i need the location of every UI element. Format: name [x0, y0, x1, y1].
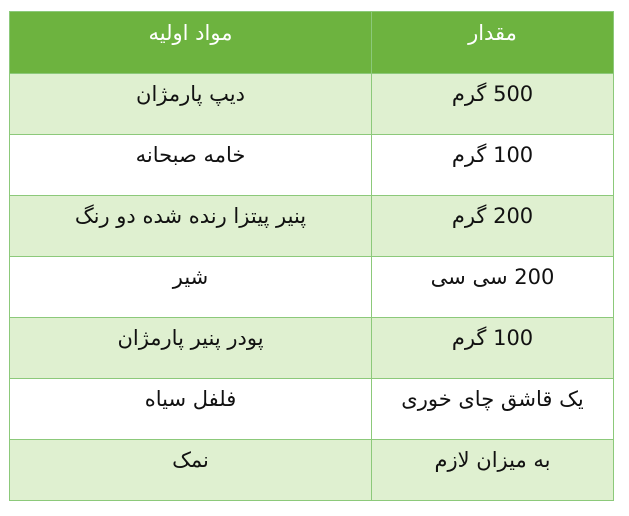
ingredient-cell: شیر — [10, 257, 372, 318]
amount-cell: 200 سی سی — [372, 257, 614, 318]
ingredients-table — [9, 11, 614, 501]
amount-cell: یک قاشق چای خوری — [372, 379, 614, 440]
ingredient-cell: فلفل سیاه — [10, 379, 372, 440]
ingredient-cell: پودر پنیر پارمژان — [10, 318, 372, 379]
header-ingredient: مواد اولیه — [10, 12, 372, 74]
ingredient-cell: خامه صبحانه — [10, 135, 372, 196]
amount-cell: 200 گرم — [372, 196, 614, 257]
table-row — [10, 135, 614, 196]
ingredient-cell: پنیر پیتزا رنده شده دو رنگ — [10, 196, 372, 257]
amount-cell: به میزان لازم — [372, 440, 614, 501]
header-amount: مقدار — [372, 12, 614, 74]
table-row — [10, 440, 614, 501]
table-header-row — [10, 12, 614, 74]
table-row — [10, 379, 614, 440]
table-row — [10, 74, 614, 135]
ingredient-cell: نمک — [10, 440, 372, 501]
amount-cell: 100 گرم — [372, 135, 614, 196]
table-row — [10, 257, 614, 318]
amount-cell: 100 گرم — [372, 318, 614, 379]
table-row — [10, 196, 614, 257]
table-row — [10, 318, 614, 379]
amount-cell: 500 گرم — [372, 74, 614, 135]
ingredient-cell: دیپ پارمژان — [10, 74, 372, 135]
